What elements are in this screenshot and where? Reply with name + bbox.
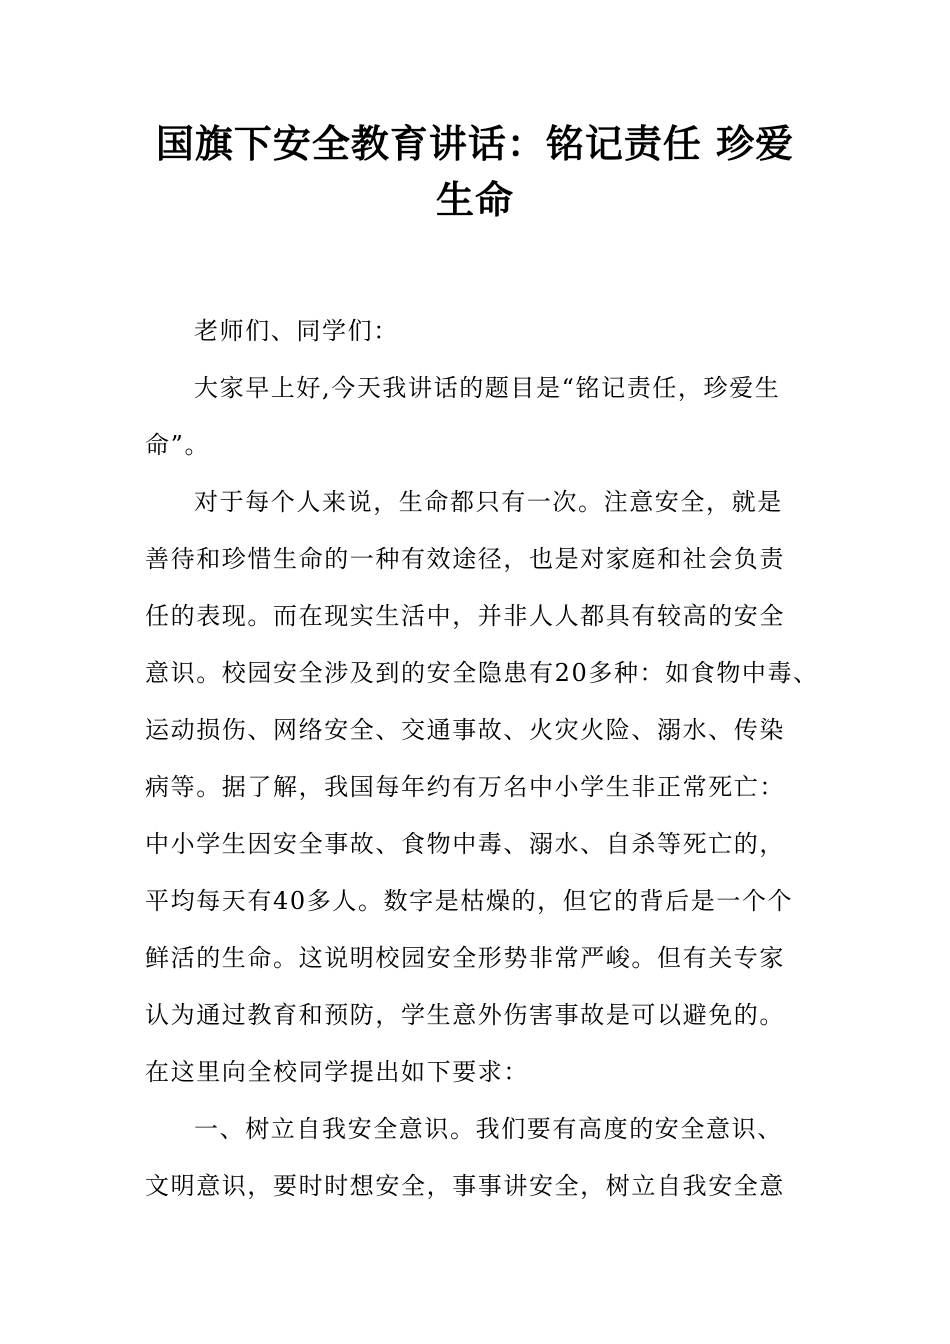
paragraph-line: 意识。校园安全涉及到的安全隐患有20多种：如食物中毒、 bbox=[145, 659, 819, 687]
paragraph-line: 中小学生因安全事故、食物中毒、溺水、自杀等死亡的， bbox=[145, 830, 785, 858]
paragraph-line: 文明意识，要时时想安全，事事讲安全，树立自我安全意 bbox=[145, 1172, 785, 1200]
paragraph-line: 对于每个人来说，生命都只有一次。注意安全，就是 bbox=[194, 488, 783, 516]
title-line-1: 国旗下安全教育讲话：铭记责任 珍爱 bbox=[155, 122, 795, 166]
paragraph-line: 任的表现。而在现实生活中，并非人人都具有较高的安全 bbox=[145, 602, 785, 630]
paragraph-line: 善待和珍惜生命的一种有效途径，也是对家庭和社会负责 bbox=[145, 545, 785, 573]
paragraph-line: 鲜活的生命。这说明校园安全形势非常严峻。但有关专家 bbox=[145, 944, 785, 972]
paragraph-line: 认为通过教育和预防，学生意外伤害事故是可以避免的。 bbox=[145, 1001, 785, 1029]
paragraph-line: 平均每天有40多人。数字是枯燥的，但它的背后是一个个 bbox=[145, 887, 794, 915]
salutation-line: 老师们、同学们： bbox=[194, 317, 399, 345]
title-line-2: 生命 bbox=[435, 178, 514, 222]
paragraph-line: 一、树立自我安全意识。我们要有高度的安全意识、 bbox=[194, 1115, 783, 1143]
paragraph-line: 大家早上好,今天我讲话的题目是“铭记责任，珍爱生 bbox=[194, 374, 781, 402]
paragraph-line: 运动损伤、网络安全、交通事故、火灾火险、溺水、传染 bbox=[145, 716, 785, 744]
paragraph-line: 在这里向全校同学提出如下要求： bbox=[145, 1058, 529, 1086]
paragraph-line: 命”。 bbox=[145, 431, 211, 459]
paragraph-line: 病等。据了解，我国每年约有万名中小学生非正常死亡： bbox=[145, 773, 785, 801]
